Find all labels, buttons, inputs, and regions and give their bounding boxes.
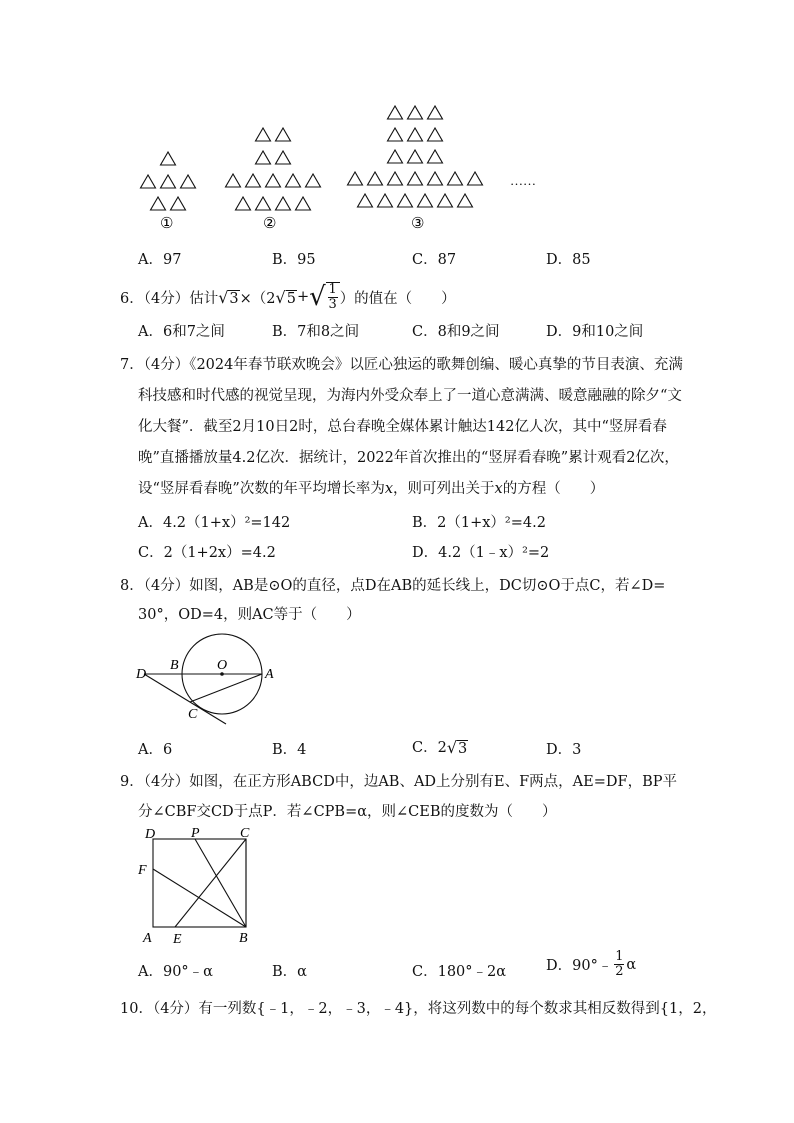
fig2-triangle: [256, 151, 271, 164]
fig3-triangle: [428, 172, 443, 185]
fig2-triangle: [236, 197, 251, 210]
fig1-triangle: [161, 152, 176, 165]
fig1-triangle: [171, 197, 186, 210]
figure-label-1: ①: [160, 216, 174, 232]
q6-stem-prefix: 6．（4分）估计: [120, 290, 219, 307]
q7-line-1: 7．（4分）《2024年春节联欢晚会》以匠心独运的歌舞创编、暖心真挚的节目表演、充满: [120, 357, 683, 373]
q6-frac-den: 3: [328, 297, 337, 313]
q8-label-b: B: [170, 658, 179, 673]
fig1-triangle: [151, 197, 166, 210]
q7-line-2: 科技感和时代感的视觉呈现，为海内外受众奉上了一道心意满满、暖意融融的除夕“文: [138, 388, 682, 404]
q6-stem-suffix: ）的值在（ ）: [339, 290, 456, 307]
q9-label-d: D: [145, 827, 156, 842]
q9-label-p: P: [191, 826, 200, 841]
q5-option-d: D．85: [546, 252, 591, 268]
q9-line-ec: [175, 839, 246, 927]
fig3-triangle: [378, 194, 393, 207]
fig2-triangle: [306, 174, 321, 187]
fig3-triangle: [408, 106, 423, 119]
q8-option-c: C．2 √ 3: [412, 738, 468, 757]
figure-label-2: ②: [263, 216, 277, 232]
fig3-triangle: [438, 194, 453, 207]
fig3-triangle: [358, 194, 373, 207]
triangle-pattern-figure: [120, 95, 560, 235]
q5-option-c: C．87: [412, 252, 457, 268]
q8-option-d: D．3: [546, 742, 582, 758]
fig3-triangle: [428, 150, 443, 163]
fig3-triangle: [408, 128, 423, 141]
q8-circle-figure: [130, 628, 290, 728]
fig2-triangle: [246, 174, 261, 187]
q6-option-a: A．6和7之间: [138, 324, 225, 340]
q7-line-5: 设“竖屏看春晚”次数的年平均增长率为x，则可列出关于x的方程（ ）: [138, 481, 605, 497]
q9-option-a: A．90°﹣α: [138, 964, 213, 980]
fig3-triangle: [388, 150, 403, 163]
q7-option-d: D．4.2（1﹣x）²=2: [412, 545, 550, 561]
q10-line-1: 10．（4分）有一列数{﹣1，﹣2，﹣3，﹣4}，将这列数中的每个数求其相反数得到{1，2，: [120, 1001, 717, 1017]
fig3-triangle: [388, 106, 403, 119]
fig3-triangle: [448, 172, 463, 185]
q7-option-c: C．2（1+2x）=4.2: [138, 545, 276, 561]
fig1-triangle: [161, 175, 176, 188]
q6-times: ×（2: [239, 290, 276, 307]
fig3-triangle: [428, 128, 443, 141]
fig2-triangle: [276, 197, 291, 210]
q6-sqrt-fraction: √ 1 3: [309, 282, 340, 313]
q7-option-a: A．4.2（1+x）²=142: [138, 515, 291, 531]
fig3-triangle: [398, 194, 413, 207]
q9-option-d: D．90°﹣ 1 2 α: [546, 949, 637, 980]
q6-sqrt3: √ 3: [218, 287, 239, 307]
q6-stem: [120, 282, 456, 313]
q5-option-a: A．97: [138, 252, 182, 268]
fig2-triangle: [296, 197, 311, 210]
q6-plus: +: [296, 289, 310, 306]
figure-ellipsis: ……: [510, 173, 536, 188]
q9-label-a: A: [143, 931, 152, 946]
q8-option-a: A．6: [138, 742, 173, 758]
q8-chord-ac: [190, 674, 262, 702]
q8-label-c: C: [188, 707, 198, 722]
fig3-triangle: [348, 172, 363, 185]
q8-option-b: B．4: [272, 742, 307, 758]
q7-line-3: 化大餐”．截至2月10日2时，总台春晚全媒体累计触达142亿人次，其中“竖屏看春: [138, 419, 667, 435]
fig3-triangle: [408, 150, 423, 163]
q9-frac-num: 1: [615, 949, 624, 964]
q6-option-d: D．9和10之间: [546, 324, 644, 340]
fig3-triangle: [388, 172, 403, 185]
q8-line-2: 30°，OD=4，则AC等于（ ）: [138, 607, 361, 623]
q9-square: [153, 839, 246, 927]
q9-frac-den: 2: [615, 964, 624, 980]
q6-option-b: B．7和8之间: [272, 324, 360, 340]
q5-option-b: B．95: [272, 252, 316, 268]
q9-label-b: B: [239, 931, 248, 946]
q9-label-e: E: [173, 932, 182, 947]
q6-sqrt5: √ 5: [275, 287, 296, 307]
q8-label-d: D: [136, 667, 147, 682]
fig3-triangle: [458, 194, 473, 207]
fig2-triangle: [276, 128, 291, 141]
fig3-triangle: [368, 172, 383, 185]
q9-square-figure: [135, 824, 265, 949]
fig2-triangle: [286, 174, 301, 187]
q7-line-4: 晚”直播播放量4.2亿次．据统计，2022年首次推出的“竖屏看春晚”累计观看2亿次，: [138, 450, 679, 466]
q9-label-f: F: [138, 863, 147, 878]
q9-line-fb: [153, 869, 246, 927]
q9-label-c: C: [240, 826, 250, 841]
fig3-triangle: [388, 128, 403, 141]
fig3-triangle: [418, 194, 433, 207]
q6-option-c: C．8和9之间: [412, 324, 500, 340]
q7-option-b: B．2（1+x）²=4.2: [412, 515, 546, 531]
fig3-triangle: [428, 106, 443, 119]
figure-label-3: ③: [411, 216, 425, 232]
fig2-triangle: [256, 197, 271, 210]
fig2-triangle: [266, 174, 281, 187]
fig1-triangle: [141, 175, 156, 188]
fig3-triangle: [408, 172, 423, 185]
triangle-shapes: [141, 106, 483, 210]
q9-line-1: 9．（4分）如图，在正方形ABCD中，边AB、AD上分别有E、F两点，AE=DF，BP平: [120, 774, 677, 790]
q8-line-1: 8．（4分）如图，AB是⊙O的直径，点D在AB的延长线上，DC切⊙O于点C，若∠D=: [120, 578, 666, 594]
fig1-triangle: [181, 175, 196, 188]
q8-tangent-line: [144, 674, 226, 724]
q9-line-pb: [195, 839, 246, 927]
q8-label-o: O: [217, 658, 228, 673]
q9-option-b: B．α: [272, 964, 307, 980]
q8-label-a: A: [265, 667, 274, 682]
q9-option-c: C．180°﹣2α: [412, 964, 507, 980]
q9-line-2: 分∠CBF交CD于点P．若∠CPB=α，则∠CEB的度数为（ ）: [138, 804, 557, 820]
fig2-triangle: [226, 174, 241, 187]
q6-frac-num: 1: [328, 282, 337, 297]
fig2-triangle: [276, 151, 291, 164]
fig2-triangle: [256, 128, 271, 141]
fig3-triangle: [468, 172, 483, 185]
